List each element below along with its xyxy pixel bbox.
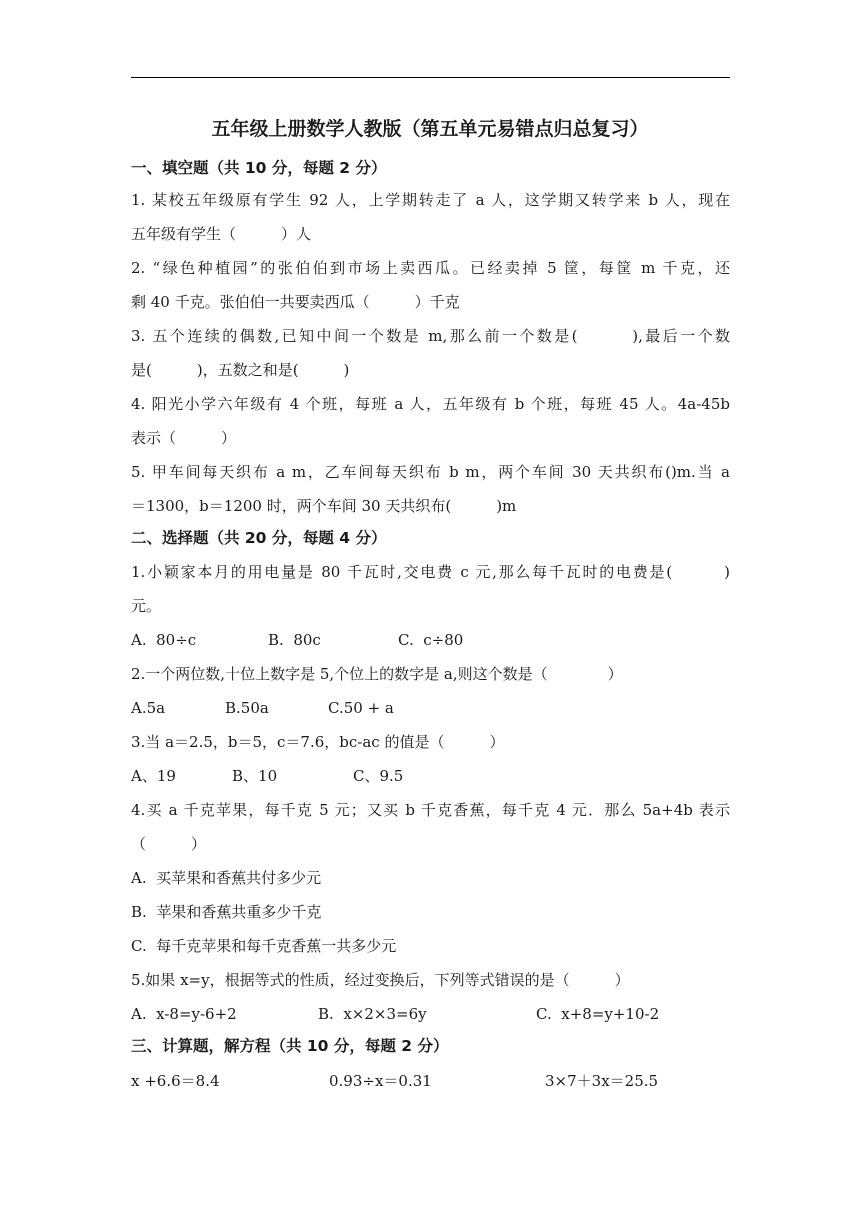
question-2-4-option-c: C. 每千克苹果和每千克香蕉一共多少元 bbox=[131, 937, 397, 955]
question-2-5-option-a: A. x-8=y-6+2 bbox=[131, 1005, 237, 1023]
question-2-1-option-a: A. 80÷c bbox=[131, 631, 197, 649]
question-2-4-option-b: B. 苹果和香蕉共重多少千克 bbox=[131, 903, 322, 921]
question-1-1-line-1: 1. 某校五年级原有学生 92 人，上学期转走了 a 人，这学期又转学来 b 人，现在 bbox=[131, 191, 730, 209]
question-2-4-line-2: （ ） bbox=[131, 835, 207, 853]
question-2-3-option-b: B、10 bbox=[232, 767, 278, 785]
question-2-2-option-a: A.5a bbox=[131, 699, 166, 717]
equation-1: x +6.6＝8.4 bbox=[131, 1072, 220, 1090]
question-2-2: 2.一个两位数,十位上数字是 5,个位上的数字是 a,则这个数是（ ） bbox=[131, 665, 623, 683]
question-2-1-line-2: 元。 bbox=[131, 597, 162, 615]
question-1-2-line-1: 2. “绿色种植园”的张伯伯到市场上卖西瓜。已经卖掉 5 筐，每筐 m 千克，还 bbox=[131, 259, 730, 277]
question-1-4-line-2: 表示（ ） bbox=[131, 429, 237, 447]
question-1-3-line-2: 是( )，五数之和是( ) bbox=[131, 361, 350, 379]
question-2-4-line-1: 4.买 a 千克苹果，每千克 5 元；又买 b 千克香蕉，每千克 4 元．那么 5a+4b 表示 bbox=[131, 801, 730, 819]
question-2-5-option-c: C. x+8=y+10-2 bbox=[536, 1005, 660, 1023]
question-2-1-option-b: B. 80c bbox=[268, 631, 321, 649]
question-2-3-option-a: A、19 bbox=[131, 767, 176, 785]
question-2-5-option-b: B. x×2×3=6y bbox=[318, 1005, 427, 1023]
question-2-2-option-c: C.50 + a bbox=[328, 699, 394, 717]
question-2-1-option-c: C. c÷80 bbox=[398, 631, 464, 649]
section-2-heading: 二、选择题（共 20 分，每题 4 分） bbox=[131, 529, 387, 547]
question-2-2-option-b: B.50a bbox=[225, 699, 269, 717]
document-title: 五年级上册数学人教版（第五单元易错点归总复习） bbox=[211, 118, 649, 140]
header-rule bbox=[131, 77, 730, 78]
question-2-3-option-c: C、9.5 bbox=[353, 767, 404, 785]
equation-2: 0.93÷x＝0.31 bbox=[329, 1072, 432, 1090]
question-1-5-line-2: ＝1300，b＝1200 时，两个车间 30 天共织布( )m bbox=[131, 497, 517, 515]
question-1-5-line-1: 5. 甲车间每天织布 a m，乙车间每天织布 b m，两个车间 30 天共织布()m.当 a bbox=[131, 463, 730, 481]
question-2-1-line-1: 1.小颖家本月的用电量是 80 千瓦时,交电费 c 元,那么每千瓦时的电费是( ) bbox=[131, 563, 730, 581]
equation-3: 3×7＋3x＝25.5 bbox=[545, 1072, 659, 1090]
question-2-4-option-a: A. 买苹果和香蕉共付多少元 bbox=[131, 869, 322, 887]
question-1-1-line-2: 五年级有学生（ ）人 bbox=[131, 225, 312, 243]
question-1-2-line-2: 剩 40 千克。张伯伯一共要卖西瓜（ ）千克 bbox=[131, 293, 460, 311]
question-2-5: 5.如果 x=y，根据等式的性质，经过变换后，下列等式错误的是（ ） bbox=[131, 971, 630, 989]
section-1-heading: 一、填空题（共 10 分，每题 2 分） bbox=[131, 159, 387, 177]
section-3-heading: 三、计算题，解方程（共 10 分，每题 2 分） bbox=[131, 1037, 449, 1055]
question-2-3: 3.当 a＝2.5，b＝5，c＝7.6，bc-ac 的值是（ ） bbox=[131, 733, 505, 751]
question-1-3-line-1: 3. 五个连续的偶数,已知中间一个数是 m,那么前一个数是( ),最后一个数 bbox=[131, 327, 730, 345]
question-1-4-line-1: 4. 阳光小学六年级有 4 个班，每班 a 人，五年级有 b 个班，每班 45 人。4a-45b bbox=[131, 395, 730, 413]
